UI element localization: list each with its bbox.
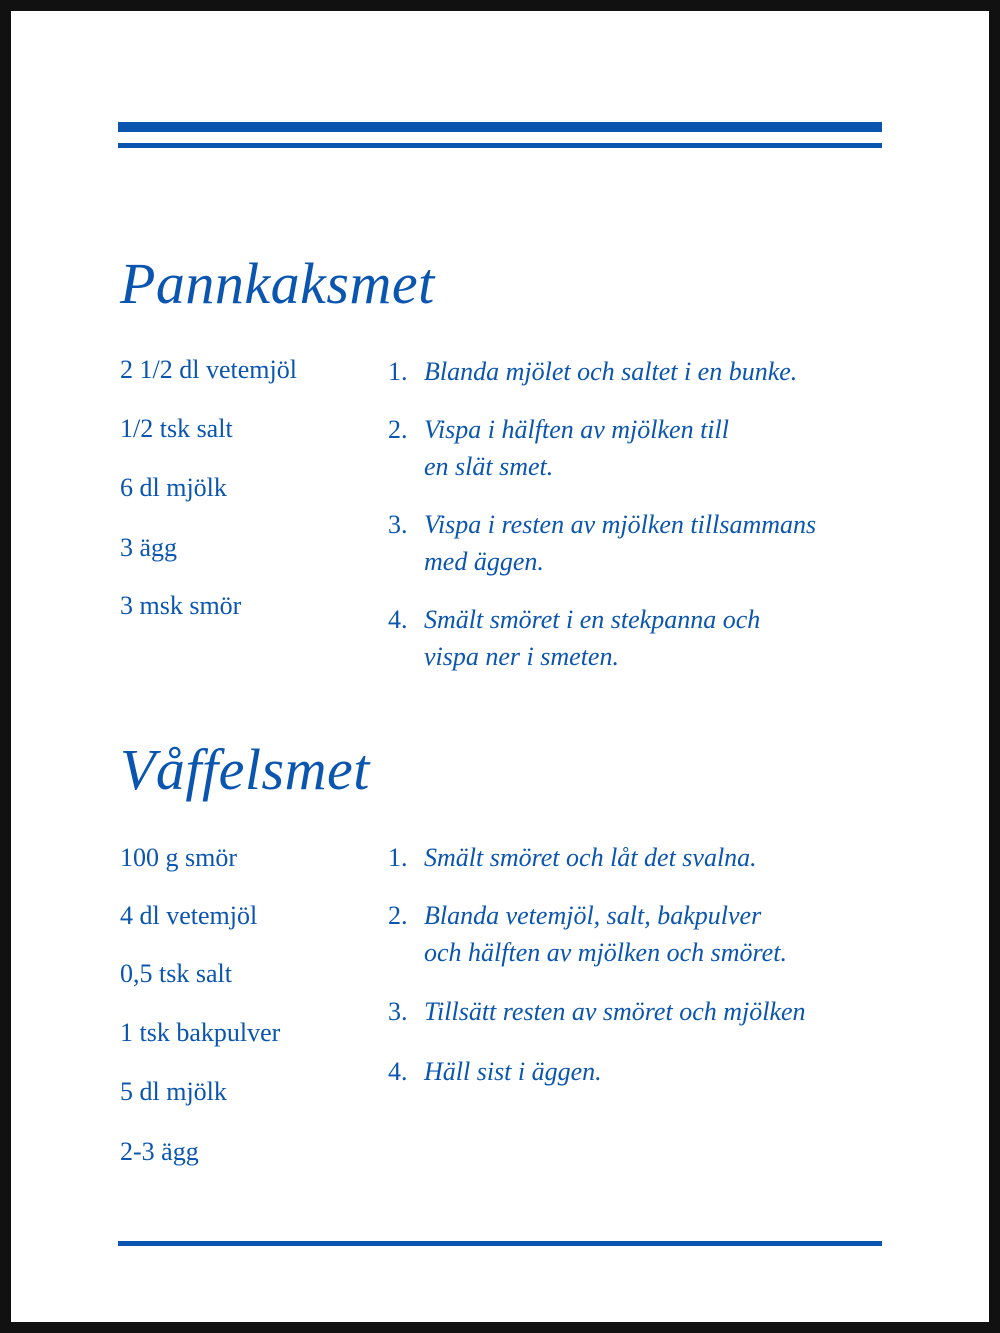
instruction-step [388, 897, 787, 971]
step-text: Tillsätt resten av smöret och mjölken [424, 997, 806, 1026]
step-number: 4. [388, 1057, 408, 1086]
bottom-rule [118, 1241, 882, 1246]
step-text: Vispa i resten av mjölken tillsammans med äggen. [424, 510, 817, 576]
step-number: 1. [388, 357, 408, 386]
step-number: 4. [388, 605, 408, 634]
step-text: Smält smöret i en stekpanna och vispa ner i smeten. [424, 605, 761, 671]
ingredient-item: 100 g smör [120, 843, 237, 872]
instruction-step [388, 506, 816, 580]
ingredient-item: 0,5 tsk salt [120, 959, 232, 988]
instruction-step [388, 839, 757, 876]
instruction-step [388, 601, 760, 675]
step-number: 3. [388, 510, 408, 539]
ingredient-item: 5 dl mjölk [120, 1077, 227, 1106]
recipe-title-pannkaksmet: Pannkaksmet [120, 251, 435, 316]
step-text: Häll sist i äggen. [424, 1057, 602, 1086]
ingredient-item: 2 1/2 dl vetemjöl [120, 355, 297, 384]
step-number: 2. [388, 415, 408, 444]
step-number: 1. [388, 843, 408, 872]
ingredient-item: 4 dl vetemjöl [120, 901, 258, 930]
ingredient-item: 3 ägg [120, 533, 178, 562]
instruction-step [388, 353, 797, 390]
ingredient-item: 6 dl mjölk [120, 473, 227, 502]
step-number: 2. [388, 901, 408, 930]
instruction-step [388, 411, 729, 485]
ingredient-item: 2-3 ägg [120, 1137, 199, 1166]
step-text: Blanda mjölet och saltet i en bunke. [424, 357, 798, 386]
ingredient-item: 1 tsk bakpulver [120, 1018, 281, 1047]
top-rule-thin [118, 143, 882, 148]
step-number: 3. [388, 997, 408, 1026]
step-text: Smält smöret och låt det svalna. [424, 843, 757, 872]
instruction-step [388, 993, 806, 1030]
ingredient-item: 1/2 tsk salt [120, 414, 233, 443]
instruction-step [388, 1053, 602, 1090]
top-rule-thick [118, 122, 882, 132]
step-text: Blanda vetemjöl, salt, bakpulver och hälften av mjölken och smöret. [424, 901, 787, 967]
step-text: Vispa i hälften av mjölken till en slät smet. [424, 415, 729, 481]
recipe-title-vaffelsmet: Våffelsmet [120, 737, 370, 802]
ingredient-item: 3 msk smör [120, 591, 242, 620]
